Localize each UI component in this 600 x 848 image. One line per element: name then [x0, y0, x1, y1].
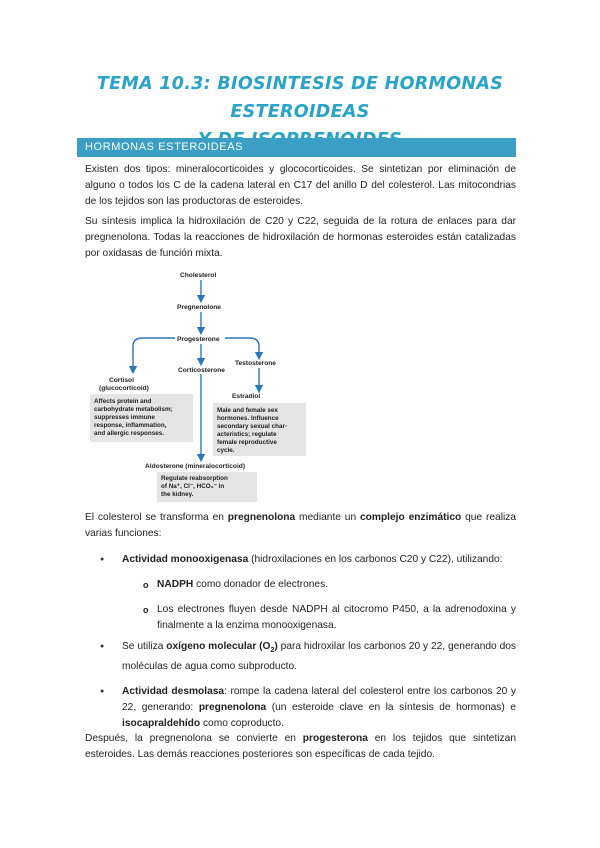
bullet-list	[100, 552, 516, 568]
b2-bold: oxígeno molecular (O	[166, 641, 271, 652]
label-pregnenolone: Pregnenolone	[177, 304, 221, 311]
b1-rest: (hidroxilaciones en los carbonos C20 y C22), utilizando:	[248, 554, 503, 565]
label-cortisol: Cortisol	[109, 377, 134, 384]
bullet-monooxigenasa	[100, 552, 516, 568]
label-estradiol: Estradiol	[232, 393, 261, 400]
sub-bullet-electrons: o Los electrones fluyen desde NADPH al citocromo P450, a la adrenodoxina y finalmente a la enzima monooxigenasa.	[143, 602, 516, 634]
b1-sub1-rest: como donador de electrones.	[193, 579, 329, 590]
label-aldosterone: Aldosterone (mineralocorticoid)	[145, 463, 246, 470]
estradiol-box-line-5: cycle.	[217, 447, 235, 454]
p3-text-c: mediante un	[295, 512, 361, 523]
b3-bold-isocapraldehido: isocapraldehído	[122, 718, 201, 730]
title-line-1: TEMA 10.3: BIOSINTESIS DE HORMONAS ESTEROIDEAS	[96, 74, 504, 122]
estradiol-box-line-4: female reproductive	[217, 439, 277, 446]
paragraph-progesterona	[85, 731, 516, 763]
paragraph-types: Existen dos tipos: mineralocorticoides y glococorticoides. Se sintetizan por eliminación de alguno o todos los C de la cadena lateral en C17 del anillo D del colesterol. Las mitocondrias de los tejidos son las productoras de esteroides.	[85, 164, 516, 207]
cortisol-box-line-0: Affects protein and	[94, 398, 152, 405]
b1-sub1-bold: NADPH	[157, 579, 194, 590]
estradiol-box-line-0: Male and female sex	[217, 407, 278, 414]
aldosterone-box-line-0: Regulate reabsorption	[161, 475, 228, 482]
arrow-prog-cortisol	[133, 338, 175, 370]
p3-bold-pregnenolona: pregnenolona	[227, 512, 296, 523]
sub-bullet-list	[143, 577, 516, 634]
b2-sub: 2	[270, 647, 275, 655]
p4-text-c: en los tejidos que sintetizan esteroides. Las demás reacciones posteriores son específicas de cada tejido.	[85, 733, 516, 760]
estradiol-box-line-3: acteristics; regulate	[217, 431, 277, 438]
label-glucocorticoid: (glucocorticoid)	[99, 385, 149, 392]
b2-bold-end: )	[274, 641, 278, 652]
cortisol-box-line-3: response, inflammation,	[94, 422, 167, 429]
cortisol-box-line-2: suppresses immune	[94, 414, 155, 421]
b3-text-b: (un esteroide clave en la síntesis de hormonas) e	[266, 702, 516, 714]
b2-rest: para hidroxilar los carbonos 20 y 22, generando dos moléculas de agua como subproducto.	[122, 641, 516, 673]
bullet-desmolasa	[100, 684, 516, 732]
b3-text-c: como coproducto.	[200, 718, 284, 730]
bullet-list-2	[100, 639, 516, 732]
p3-text-e: que realiza varias funciones:	[85, 512, 517, 539]
paragraph-complex	[85, 510, 516, 542]
estradiol-box-line-1: hormones. Influence	[217, 415, 279, 422]
paragraph-synthesis: Su síntesis implica la hidroxilación de C20 y C22, seguida de la rotura de enlaces para dar pregnenolona. Todas la reacciones de hidroxilación de hormonas esteroides están catalizadas por oxidasas de función mixta.	[85, 216, 516, 259]
b1-bold: Actividad monooxigenasa	[122, 554, 249, 565]
p4-text-a: Después, la pregnenolona se convierte en	[85, 733, 303, 744]
estradiol-box-line-2: secondary sexual char-	[217, 423, 288, 430]
arrow-prog-testo	[225, 338, 259, 356]
label-testosterone: Testosterone	[235, 360, 276, 367]
label-corticosterone: Corticosterone	[178, 367, 225, 374]
aldosterone-box-line-2: the kidney.	[161, 491, 194, 498]
label-cholesterol: Cholesterol	[180, 272, 217, 279]
b3-text-a: : rompe la cadena lateral del colesterol entre los carbonos 20 y 22, generando:	[122, 686, 516, 714]
p4-bold-progesterona: progesterona	[302, 733, 368, 744]
section-heading: HORMONAS ESTEROIDEAS	[77, 138, 516, 157]
b2-text-a: Se utiliza	[122, 641, 167, 652]
p3-text-a: El colesterol se transforma en	[85, 512, 228, 523]
p3-bold-complejo: complejo enzimático	[360, 512, 462, 523]
aldosterone-box-line-1: of Na⁺, Cl⁻, HCO₃⁻ in	[161, 483, 225, 490]
cortisol-box-line-1: carbohydrate metabolism;	[94, 406, 173, 413]
label-progesterone: Progesterone	[177, 336, 220, 343]
cortisol-box-line-4: and allergic responses.	[94, 430, 164, 437]
b3-bold: Actividad desmolasa	[122, 686, 225, 698]
bullet-oxigeno	[100, 639, 516, 675]
b3-bold-pregnenolona: pregnenolona	[198, 702, 267, 714]
sub-bullet-nadph	[143, 577, 516, 593]
steroid-pathway-diagram	[85, 266, 335, 502]
